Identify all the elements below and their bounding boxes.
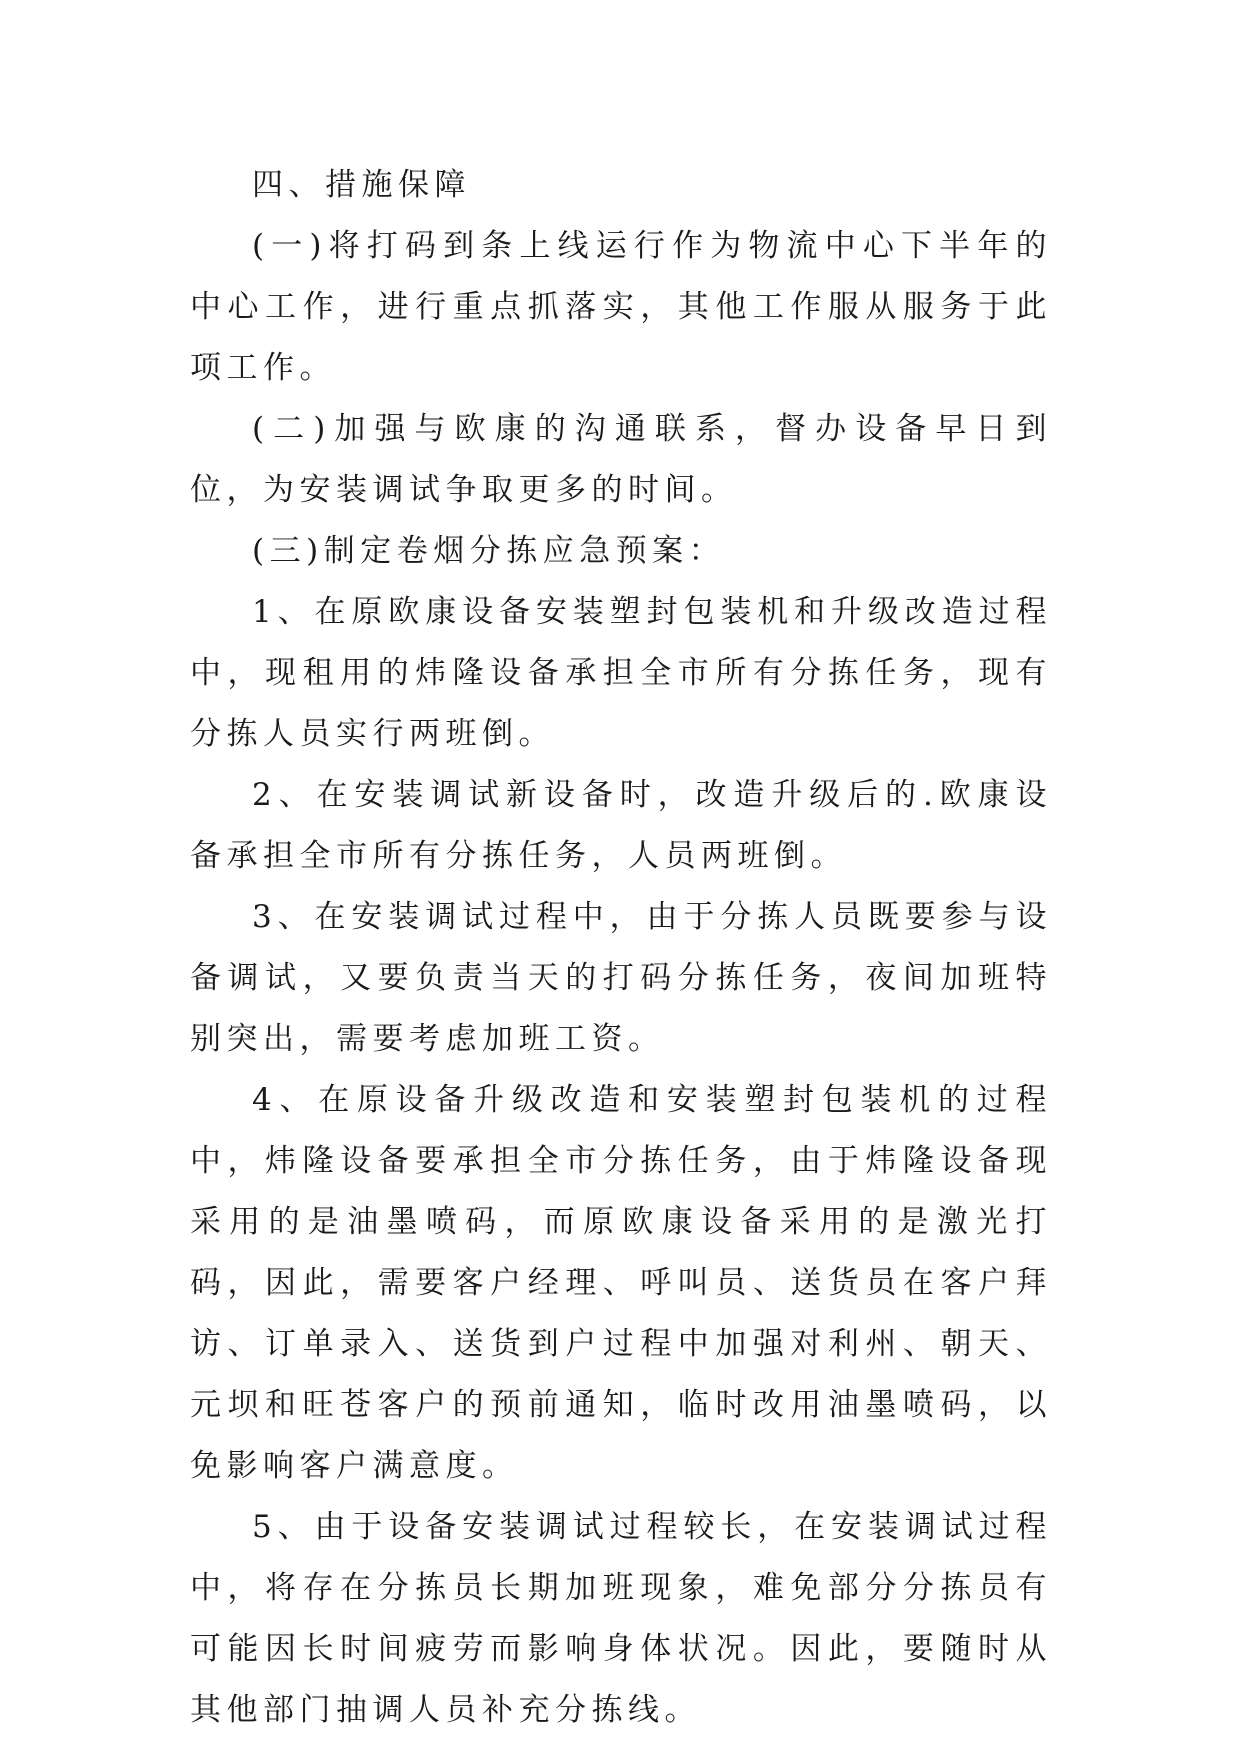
document-body xyxy=(190,155,1052,1741)
section-heading: 四、措施保障 xyxy=(252,167,471,203)
paragraph-point-2: 2、在安装调试新设备时，改造升级后的.欧康设备承担全市所有分拣任务，人员两班倒。 xyxy=(190,777,1052,874)
paragraph-item-2: (二)加强与欧康的沟通联系，督办设备早日到位，为安装调试争取更多的时间。 xyxy=(190,411,1052,508)
paragraph-item-1: (一)将打码到条上线运行作为物流中心下半年的中心工作，进行重点抓落实，其他工作服从服务于此项工作。 xyxy=(190,228,1052,386)
paragraph-point-5: 5、由于设备安装调试过程较长，在安装调试过程中，将存在分拣员长期加班现象，难免部分分拣员有可能因长时间疲劳而影响身体状况。因此，要随时从其他部门抽调人员补充分拣线。 xyxy=(190,1509,1052,1728)
paragraph-point-3: 3、在安装调试过程中，由于分拣人员既要参与设备调试，又要负责当天的打码分拣任务，夜间加班特别突出，需要考虑加班工资。 xyxy=(190,899,1052,1057)
paragraph-point-4: 4、在原设备升级改造和安装塑封包装机的过程中，炜隆设备要承担全市分拣任务，由于炜隆设备现采用的是油墨喷码，而原欧康设备采用的是激光打码，因此，需要客户经理、呼叫员、送货员在客户拜访、订单录入、送货到户过程中加强对利州、朝天、元坝和旺苍客户的预前通知，临时改用油墨喷码，以免影响客户满意度。 xyxy=(190,1082,1052,1484)
paragraph-item-3: (三)制定卷烟分拣应急预案： xyxy=(252,533,726,569)
paragraph-point-1: 1、在原欧康设备安装塑封包装机和升级改造过程中，现租用的炜隆设备承担全市所有分拣任务，现有分拣人员实行两班倒。 xyxy=(190,594,1052,752)
